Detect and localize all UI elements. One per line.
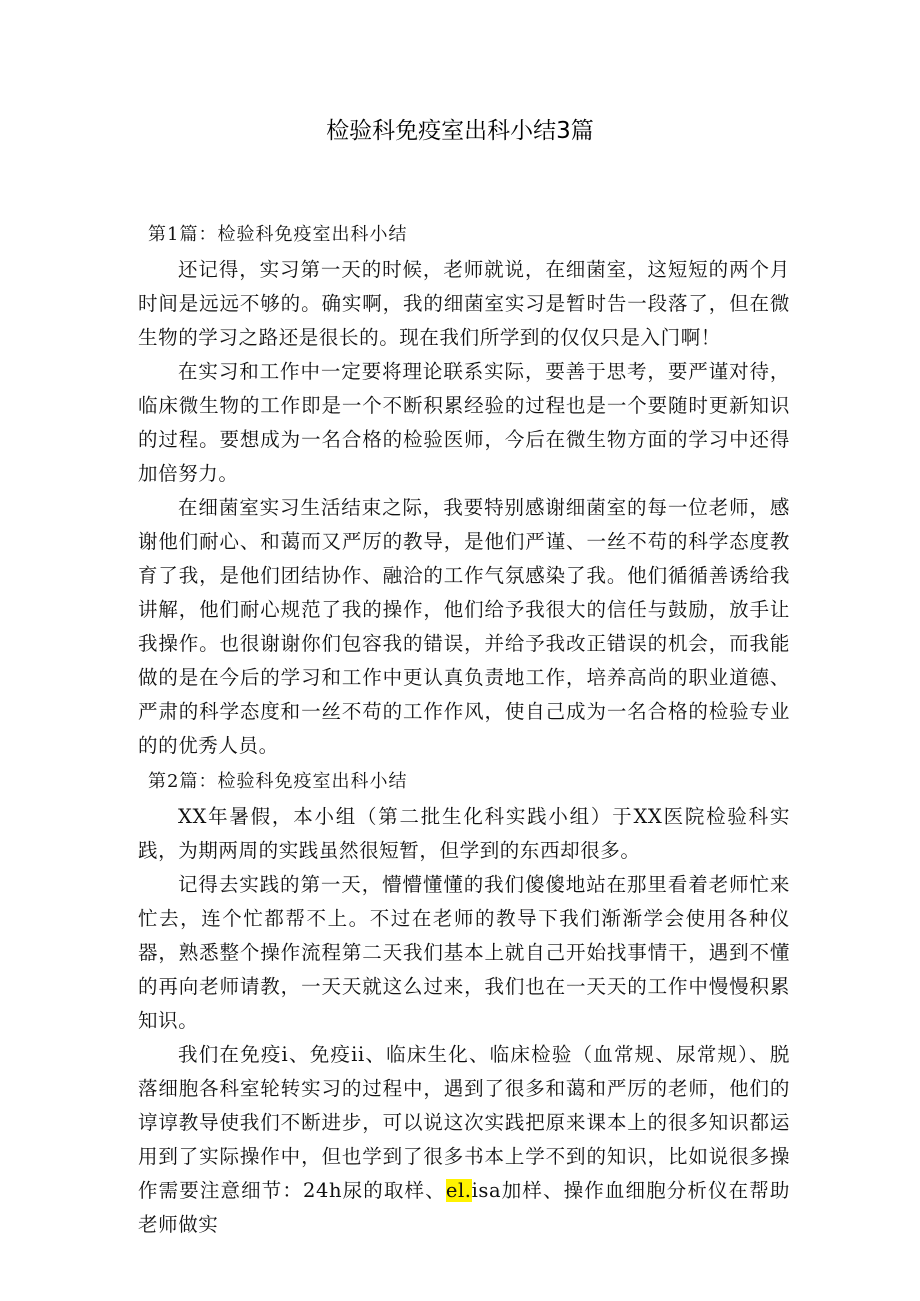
section-2: [138, 769, 790, 1242]
paragraph-text-before-highlight: 我们在免疫i、免疫ii、临床生化、临床检验（血常规、尿常规）、脱落细胞各科室轮转实习的过程中，遇到了很多和蔼和严厉的老师，他们的谆谆教导使我们不断进步，可以说这次实践把原来课本上的很多知识都运用到了实际操作中，但也学到了很多书本上学不到的知识，比如说很多操作需要注意细节：24h尿的取样、: [138, 1043, 790, 1202]
section-1-paragraph-3: 在细菌室实习生活结束之际，我要特别感谢细菌室的每一位老师，感谢他们耐心、和蔼而又严厉的教导，是他们严谨、一丝不苟的科学态度教育了我，是他们团结协作、融洽的工作气氛感染了我。他们循循善诱给我讲解，他们耐心规范了我的操作，他们给予我很大的信任与鼓励，放手让我操作。也很谢谢你们包容我的错误，并给予我改正错误的机会，而我能做的是在今后的学习和工作中更认真负责地工作，培养高尚的职业道德、严肃的科学态度和一丝不苟的工作作风，使自己成为一名合格的检验专业的的优秀人员。: [138, 496, 790, 757]
section-2-heading: 第2篇：检验科免疫室出科小结: [148, 771, 408, 792]
section-1-paragraph-2: 在实习和工作中一定要将理论联系实际，要善于思考，要严谨对待，临床微生物的工作即是一个不断积累经验的过程也是一个要随时更新知识的过程。要想成为一名合格的检验医师，今后在微生物方面的学习中还得加倍努力。: [138, 360, 790, 485]
section-1-heading: 第1篇：检验科免疫室出科小结: [148, 224, 408, 245]
document-title: 检验科免疫室出科小结3篇: [326, 118, 594, 144]
section-2-paragraph-3: [138, 1038, 790, 1242]
section-2-paragraph-2: 记得去实践的第一天，懵懵懂懂的我们傻傻地站在那里看着老师忙来忙去，连个忙都帮不上。不过在老师的教导下我们渐渐学会使用各种仪器，熟悉整个操作流程第二天我们基本上就自己开始找事情干，遇到不懂的再向老师请教，一天天就这么过来，我们也在一天天的工作中慢慢积累知识。: [138, 873, 790, 1032]
section-1: [138, 222, 790, 763]
section-2-paragraph-1: XX年暑假，本小组（第二批生化科实践小组）于XX医院检验科实践，为期两周的实践虽然很短暂，但学到的东西却很多。: [138, 805, 790, 862]
section-1-paragraph-1: 还记得，实习第一天的时候，老师就说，在细菌室，这短短的两个月时间是远远不够的。确实啊，我的细菌室实习是暂时告一段落了，但在微生物的学习之路还是很长的。现在我们所学到的仅仅只是入门啊！: [138, 258, 790, 349]
paragraph-text-after-highlight: isa加样、操作血细胞分析仪在帮助老师做实: [138, 1179, 790, 1236]
highlighted-text: el.: [445, 1179, 472, 1202]
